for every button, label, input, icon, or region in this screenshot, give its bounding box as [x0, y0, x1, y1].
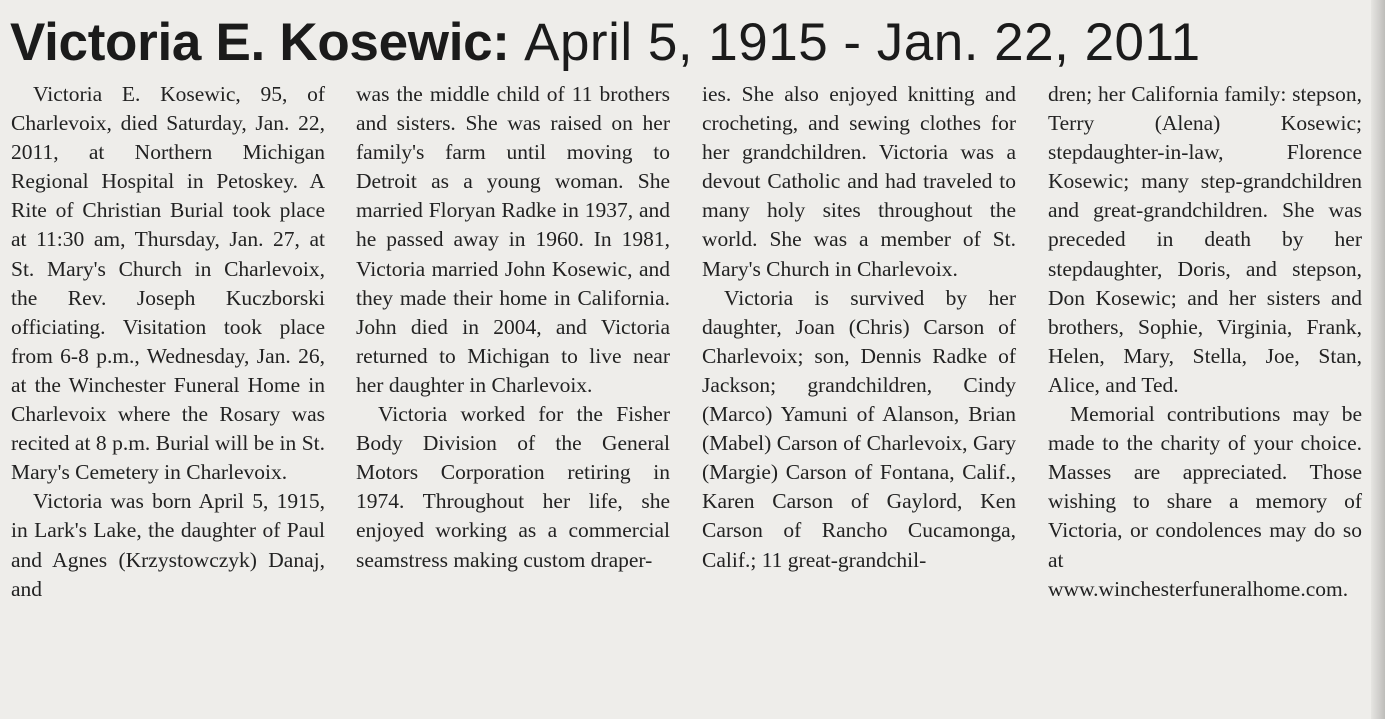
obituary-headline [10, 8, 1201, 78]
paragraph-birth-continued: was the middle child of 11 brothers and sisters. She was raised on her family's farm until moving to Detroit as a young woman. She married Floryan Radke in 1937, and he passed away in 1960. In 1981, Victoria married John Kosewic, and they made their home in California. John died in 2004, and Victoria returned to Michigan to live near her daughter in Charlevoix. [356, 82, 670, 397]
headline-dates: April 5, 1915 - Jan. 22, 2011 [524, 13, 1201, 72]
paragraph-memorial: Memorial contributions may be made to the charity of your choice. Masses are appreciated. Those wishing to share a memory of Victoria, or condolences may do so at www.winchesterfuneralhome.com. [1048, 402, 1362, 601]
clipping-edge-shadow [1371, 0, 1385, 719]
text-column-2 [356, 80, 670, 575]
text-column-1 [11, 80, 325, 604]
text-column-3 [702, 80, 1016, 575]
paragraph-career-start: Victoria worked for the Fisher Body Division of the General Motors Corporation retiring in 1974. Throughout her life, she enjoyed working as a commercial seamstress making custom draper- [356, 402, 670, 572]
text-column-4 [1048, 80, 1362, 604]
paragraph-birth-start: Victoria was born April 5, 1915, in Lark's Lake, the daughter of Paul and Agnes (Krzystowczyk) Danaj, and [11, 489, 325, 601]
paragraph-career-continued: ies. She also enjoyed knitting and crocheting, and sewing clothes for her grandchildren. Victoria was a devout Catholic and had traveled to many holy sites throughout the world. She was a member of St. Mary's Church in Charlevoix. [702, 82, 1016, 281]
headline-name: Victoria E. Kosewic: [10, 13, 510, 72]
paragraph-survivors-continued: dren; her California family: stepson, Terry (Alena) Kosewic; stepdaughter-in-law, Florence Kosewic; many step-grandchildren and great-grandchildren. She was preceded in death by her stepdaughter, Doris, and stepson, Don Kosewic; and her sisters and brothers, Sophie, Virginia, Frank, Helen, Mary, Stella, Joe, Stan, Alice, and Ted. [1048, 82, 1362, 397]
paragraph-survivors-start: Victoria is survived by her daughter, Joan (Chris) Carson of Charlevoix; son, Dennis Radke of Jackson; grandchildren, Cindy (Marco) Yamuni of Alanson, Brian (Mabel) Carson of Charlevoix, Gary (Margie) Carson of Fontana, Calif., Karen Carson of Gaylord, Ken Carson of Rancho Cucamonga, Calif.; 11 great-grandchil- [702, 285, 1016, 572]
paragraph-death-notice: Victoria E. Kosewic, 95, of Charlevoix, died Saturday, Jan. 22, 2011, at Northern Michigan Regional Hospital in Petoskey. A Rite of Christian Burial took place at 11:30 am, Thursday, Jan. 27, at St. Mary's Church in Charlevoix, the Rev. Joseph Kuczborski officiating. Visitation took place from 6-8 p.m., Wednesday, Jan. 26, at the Winchester Funeral Home in Charlevoix where the Rosary was recited at 8 p.m. Burial will be in St. Mary's Cemetery in Charlevoix. [11, 82, 325, 485]
